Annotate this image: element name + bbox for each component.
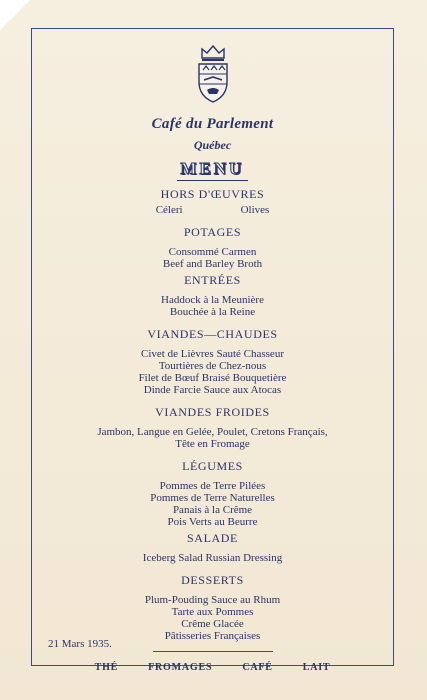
coat-of-arms-icon (193, 44, 233, 104)
menu-item: Pommes de Terre Pilées (159, 480, 266, 492)
section-title-entrees: ENTRÉES (184, 273, 241, 287)
potages-items (31, 246, 394, 270)
beverage-item: LAIT (302, 662, 331, 673)
section-title-legumes: LÉGUMES (182, 459, 243, 473)
city-name: Québec (193, 138, 232, 152)
beverage-item: THÉ (94, 662, 119, 673)
menu-item: Pois Verts au Beurre (167, 516, 258, 528)
viandes-froides-items (31, 426, 394, 450)
section-title-viandes-froides: VIANDES FROIDES (155, 405, 270, 419)
section-title-desserts: DESSERTS (181, 573, 244, 587)
menu-item: Pommes de Terre Naturelles (150, 492, 275, 504)
section-title-viandes-chaudes: VIANDES—CHAUDES (147, 327, 278, 341)
menu-item: Olives (240, 204, 270, 216)
menu-item: Tarte aux Pommes (171, 606, 254, 618)
menu-item: Crême Glacée (181, 618, 244, 630)
menu-item: Tête en Fromage (175, 438, 250, 450)
menu-item: Jambon, Langue en Gelée, Poulet, Cretons Français, (97, 426, 328, 438)
menu-item: Beef and Barley Broth (162, 258, 263, 270)
beverages-row (31, 662, 394, 673)
menu-item: Tourtières de Chez-nous (158, 360, 267, 372)
section-title-hors-doeuvres: HORS D'ŒUVRES (160, 187, 265, 201)
hors-doeuvres-items (31, 204, 394, 216)
menu-item: Bouchée à la Reine (169, 306, 256, 318)
salade-items (31, 552, 394, 564)
beverage-item: FROMAGES (148, 662, 213, 673)
menu-item: Iceberg Salad Russian Dressing (142, 552, 283, 564)
menu-heading: MENU (177, 159, 249, 181)
section-title-potages: POTAGES (183, 225, 242, 239)
beverage-item: CAFÉ (242, 662, 273, 673)
desserts-items (31, 594, 394, 642)
menu-item: Panais à la Crême (172, 504, 253, 516)
menu-item: Pâtisseries Françaises (164, 630, 261, 642)
menu-item: Céleri (155, 204, 183, 216)
legumes-items (31, 480, 394, 528)
menu-item: Plum-Pouding Sauce au Rhum (144, 594, 281, 606)
section-title-salade: SALADE (187, 531, 238, 545)
divider-rule (153, 651, 273, 652)
menu-date: 21 Mars 1935. (48, 638, 112, 650)
menu-item: Filet de Bœuf Braisé Bouquetière (138, 372, 287, 384)
menu-item: Consommé Carmen (168, 246, 257, 258)
venue-name: Café du Parlement (151, 116, 274, 132)
entrees-items (31, 294, 394, 318)
menu-item: Civet de Lièvres Sauté Chasseur (141, 348, 284, 360)
menu-content (31, 28, 394, 673)
menu-item: Dinde Farcie Sauce aux Atocas (143, 384, 282, 396)
viandes-chaudes-items (31, 348, 394, 396)
folded-corner (0, 0, 30, 30)
menu-item: Haddock à la Meunière (161, 294, 264, 306)
